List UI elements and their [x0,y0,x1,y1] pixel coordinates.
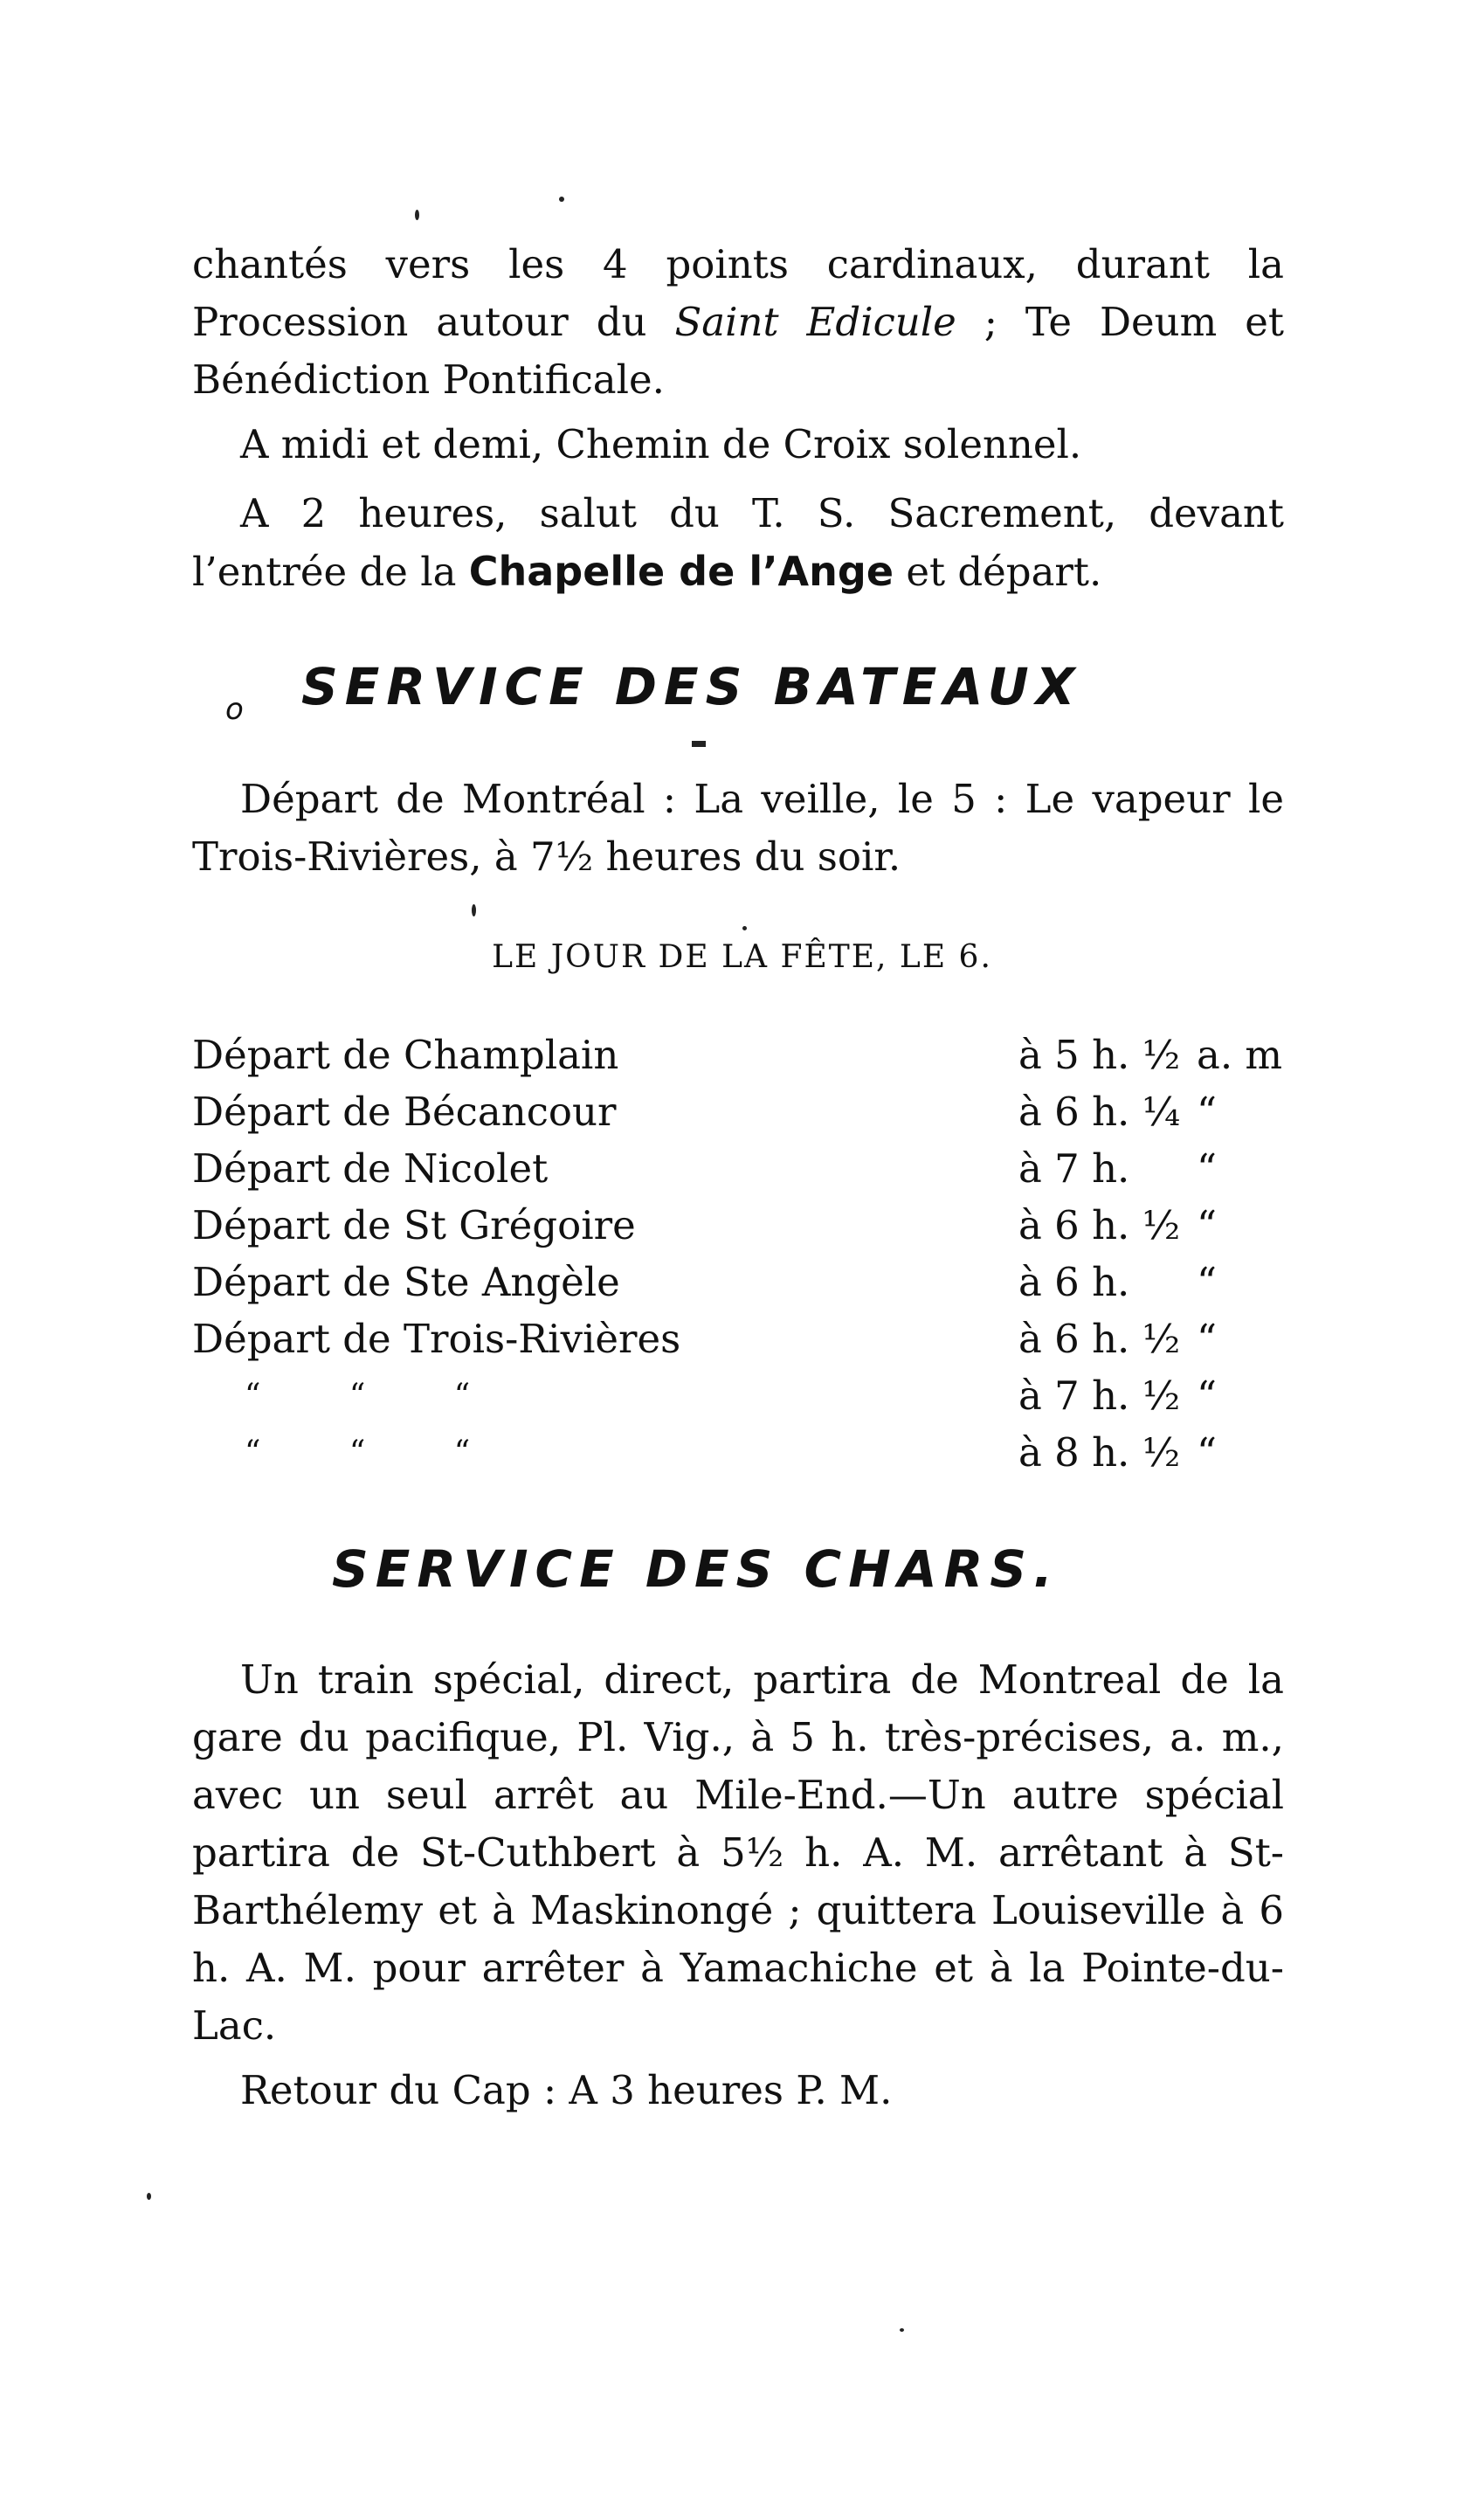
schedule-row [192,1083,1293,1140]
departure-ampm: “ [1197,1429,1218,1476]
schedule-row [192,1424,1293,1481]
departure-time: à 6 h. ½ [1013,1197,1180,1254]
chemin-de-croix-text: A midi et demi, Chemin de Croix solennel. [240,421,1082,467]
intro-paragraph-chemin-de-croix [192,416,1284,474]
departure-ampm: a. m [1197,1032,1283,1078]
intro-paragraph-procession [192,236,1284,409]
departure-time: à 6 h. ¼ [1013,1083,1180,1140]
boats-heading: SERVICE DES BATEAUX [301,657,1082,716]
special-train-text: Un train spécial, direct, partira de Montreal de la gare du pacifique, Pl. Vig., à 5 h. très-précises, a. m., avec un seul arrêt au Mile-End.—Un autre spécial partira de St-Cuthbert à 5½ h. A. M. arrêtant à St-Barthélemy et à Maskinongé ; quittera Louiseville à 6 h. A. M. pour arrêter à Yamachiche et à la Pointe-du-Lac. [192,1656,1284,2049]
departure-ampm: “ [1197,1316,1218,1362]
departure-time: à 6 h. ½ [1013,1310,1180,1367]
saint-edicule-text: Saint Edicule [674,299,956,345]
intro-paragraph-salut [192,485,1284,601]
schedule-row [192,1197,1293,1254]
print-speck [472,904,476,916]
departure-place-ditto: “ “ “ [245,1378,471,1414]
departure-place: Départ de Nicolet [192,1145,556,1192]
salut-text-start: A 2 heures, salut du T. S. Sacrement, devant l’entrée de la [192,490,1284,595]
departure-ampm: “ [1197,1372,1218,1419]
departure-place: Départ de St Grégoire [192,1202,645,1248]
departure-place-ditto: “ “ “ [245,1435,471,1470]
print-speck [559,197,564,202]
departure-time: à 5 h. ½ [1013,1027,1180,1083]
schedule-row [192,1254,1293,1310]
return-text: Retour du Cap : A 3 heures P. M. [240,2067,893,2113]
return-paragraph [192,2062,1284,2119]
departure-time: à 6 h. [1013,1254,1129,1310]
fete-day-subheading: LE JOUR DE LA FÊTE, LE 6. [492,939,992,975]
departure-time: à 8 h. ½ [1013,1424,1180,1481]
departure-time: à 7 h. [1013,1140,1129,1197]
departure-place: Départ de Champlain [192,1032,627,1078]
trains-heading: SERVICE DES CHARS. [332,1539,1060,1599]
schedule-row [192,1367,1293,1424]
print-speck [147,2193,151,2200]
print-speck [742,926,747,930]
departure-time: à 7 h. ½ [1013,1367,1180,1424]
schedule-row [192,1310,1293,1367]
trains-paragraph [192,1651,1284,2055]
departure-place: Départ de Bécancour [192,1089,625,1135]
departure-place: Départ de Trois-Rivières [192,1316,689,1362]
departure-ampm: “ [1197,1259,1218,1305]
schedule-row [192,1140,1293,1197]
procession-text-end: ; Te Deum et Bénédiction Pontificale. [192,299,1284,403]
salut-text-end: et départ. [894,549,1102,595]
print-speck [415,210,419,220]
departure-ampm: “ [1197,1145,1218,1192]
departure-ampm: “ [1197,1202,1218,1248]
boats-departure-paragraph [192,771,1284,886]
chapelle-de-lange-text: Chapelle de l’Ange [468,548,894,595]
heading-dash [692,741,706,747]
departure-ampm: “ [1197,1089,1218,1135]
montreal-departure-text: Départ de Montréal : La veille, le 5 : Le vapeur le Trois-Rivières, à 7½ heures du soir. [192,776,1284,880]
procession-text-start: chantés vers les 4 points cardinaux, durant la Procession autour du [192,241,1284,345]
boat-schedule-table [192,1027,1293,1481]
boats-heading-ornament: o [225,692,244,727]
schedule-row [192,1027,1293,1083]
print-speck [900,2328,904,2332]
departure-place: Départ de Ste Angèle [192,1259,629,1305]
